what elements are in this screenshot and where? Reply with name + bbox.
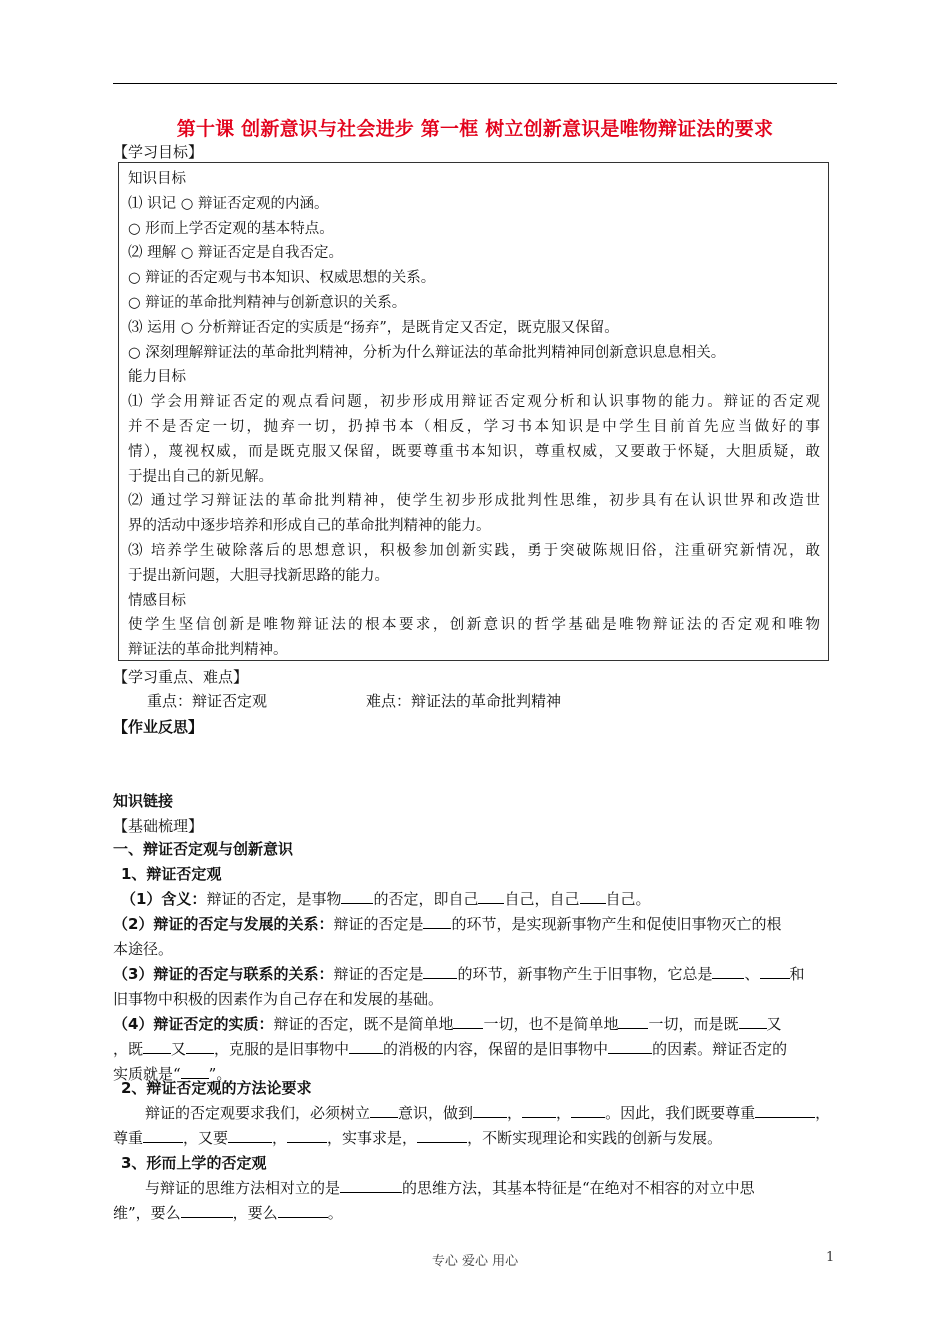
emotion-goals-heading: 情感目标 xyxy=(128,592,186,609)
knowledge-goals-heading: 知识目标 xyxy=(128,171,186,187)
fill-blank[interactable] xyxy=(571,1103,605,1118)
method-paragraph: 辩证的否定观要求我们，必须树立 意识，做到 ， ， 。因此，我们既要尊重 ， 尊重 ，又要 ， ，实事求是， ，不断实现理论和实践的创新与发展。 xyxy=(113,1104,831,1147)
fill-blank[interactable] xyxy=(755,1103,815,1118)
emotion-goal-line: 辩证法的革命批判精神。 xyxy=(128,642,288,659)
relation-connection-line: （3）辩证的否定与联系的关系：辩证的否定是 的环节，新事物产生于旧事物，它总是 、 和 旧事物中积极的因素作为自己存在和发展的基础。 xyxy=(113,965,805,1008)
page-number: 1 xyxy=(826,1250,835,1265)
ability-goal-line: ⑵ 通过学习辩证法的革命批判精神，使学生初步形成批判性思维，初步具有在认识世界和改造世 xyxy=(128,493,820,510)
relation-development-line: （2）辩证的否定与发展的关系：辩证的否定是 的环节，是实现新事物产生和促使旧事物灭亡的根 本途径。 xyxy=(113,915,782,958)
fill-blank[interactable] xyxy=(618,1014,648,1029)
fill-blank[interactable] xyxy=(143,1039,171,1054)
fill-blank[interactable] xyxy=(341,889,373,904)
fill-blank[interactable] xyxy=(417,1128,467,1143)
fill-blank[interactable] xyxy=(423,964,457,979)
definition-line: （1）含义：辩证的否定，是事物 的否定，即自己 自己，自己 自己。 xyxy=(121,890,651,908)
fill-blank[interactable] xyxy=(186,1039,214,1054)
fill-blank[interactable] xyxy=(228,1128,272,1143)
ability-goal-line: 并不是否定一切，抛弃一切，扔掉书本（相反，学习书本知识是中学生目前首先应当做好的事 xyxy=(128,418,820,435)
subsection-heading: 3、形而上学的否定观 xyxy=(121,1154,267,1172)
ability-goal-line: 情），蔑视权威，而是既克服又保留，既要尊重书本知识，尊重权威，又要敢于怀疑，大胆质疑，敢 xyxy=(128,443,820,460)
section-heading: 一、辩证否定观与创新意识 xyxy=(113,840,294,858)
fill-blank[interactable] xyxy=(739,1014,767,1029)
fill-blank[interactable] xyxy=(453,1014,483,1029)
fill-blank[interactable] xyxy=(712,964,744,979)
subsection-heading: 2、辩证否定观的方法论要求 xyxy=(121,1079,312,1097)
homework-heading: 【作业反思】 xyxy=(113,718,204,736)
page-title: 第十课 创新意识与社会进步 第一框 树立创新意识是唯物辩证法的要求 xyxy=(176,118,774,140)
knowledge-goal: ○ 辩证的革命批判精神与创新意识的关系。 xyxy=(128,294,407,311)
fill-blank[interactable] xyxy=(608,1039,652,1054)
fill-blank[interactable] xyxy=(423,914,451,929)
ability-goal-line: ⑴ 学会用辩证否定的观点看问题，初步形成用辩证否定观分析和认识事物的能力。辩证的否定观 xyxy=(128,394,820,411)
knowledge-goal: ○ 辩证的否定观与书本知识、权威思想的关系。 xyxy=(128,270,436,287)
goals-box xyxy=(118,162,829,661)
ability-goals-heading: 能力目标 xyxy=(128,369,186,386)
subsection-heading: 1、辩证否定观 xyxy=(121,865,222,883)
knowledge-goal: ⑶ 运用 ○ 分析辩证否定的实质是“扬弃”，是既肯定又否定，既克服又保留。 xyxy=(128,319,619,336)
metaphysics-paragraph: 与辩证的思维方法相对立的是 的思维方法，其基本特征是“在绝对不相容的对立中思 维”，要么 ，要么 。 xyxy=(113,1179,755,1222)
essence-paragraph: （4）辩证否定的实质：辩证的否定，既不是简单地 一切，也不是简单地 一切，而是既 又 ，既 又 ，克服的是旧事物中 的消极的内容，保留的是旧事物中 的因素。辩证否定的 实质就是“ ”。 xyxy=(113,1015,788,1083)
fill-blank[interactable] xyxy=(580,889,606,904)
knowledge-goal: ○ 深刻理解辩证法的革命批判精神，分析为什么辩证法的革命批判精神同创新意识息息相关。 xyxy=(128,344,726,361)
fill-blank[interactable] xyxy=(760,964,790,979)
ability-goal-line: 界的活动中逐步培养和形成自己的革命批判精神的能力。 xyxy=(128,518,491,535)
fill-blank[interactable] xyxy=(478,889,504,904)
key-point: 重点：辩证否定观 xyxy=(147,692,268,710)
knowledge-link-heading: 知识链接 xyxy=(113,792,174,810)
key-points-heading: 【学习重点、难点】 xyxy=(113,668,249,686)
fill-blank[interactable] xyxy=(278,1203,328,1218)
emotion-goal-line: 使学生坚信创新是唯物辩证法的根本要求，创新意识的哲学基础是唯物辩证法的否定观和唯物 xyxy=(128,617,820,634)
ability-goal-line: 于提出自己的新见解。 xyxy=(128,468,273,485)
fill-blank[interactable] xyxy=(143,1128,183,1143)
ability-goal-line: ⑶ 培养学生破除落后的思想意识，积极参加创新实践，勇于突破陈规旧俗，注重研究新情况，敢 xyxy=(128,542,820,559)
difficult-point: 难点：辩证法的革命批判精神 xyxy=(366,692,562,710)
fill-blank[interactable] xyxy=(340,1178,402,1193)
fill-blank[interactable] xyxy=(287,1128,327,1143)
knowledge-goal: ○ 形而上学否定观的基本特点。 xyxy=(128,220,334,237)
header-rule xyxy=(113,83,837,84)
fill-blank[interactable] xyxy=(370,1103,398,1118)
fill-blank[interactable] xyxy=(522,1103,556,1118)
knowledge-goal: ⑵ 理解 ○ 辩证否定是自我否定。 xyxy=(128,245,343,262)
fill-blank[interactable] xyxy=(349,1039,383,1054)
basic-review-heading: 【基础梳理】 xyxy=(113,817,204,835)
fill-blank[interactable] xyxy=(473,1103,507,1118)
study-goals-heading: 【学习目标】 xyxy=(113,143,204,161)
ability-goal-line: 于提出新问题，大胆寻找新思路的能力。 xyxy=(128,567,389,584)
knowledge-goal: ⑴ 识记 ○ 辩证否定观的内涵。 xyxy=(128,195,329,212)
footer-slogan: 专心 爱心 用心 xyxy=(431,1254,519,1269)
fill-blank[interactable] xyxy=(181,1203,233,1218)
